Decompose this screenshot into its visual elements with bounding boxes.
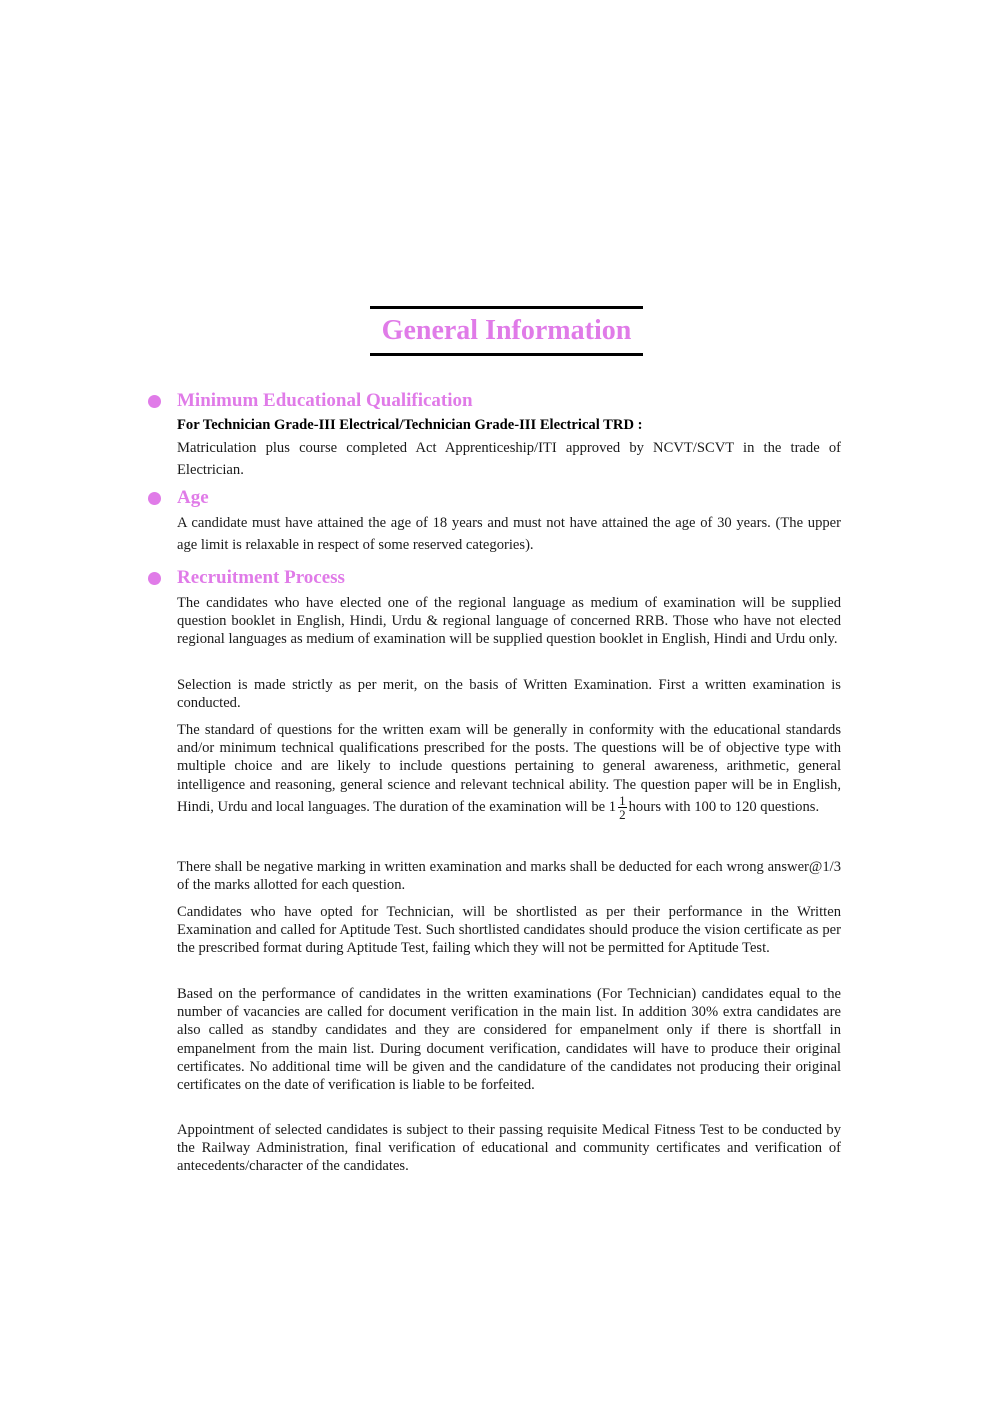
paragraph: A candidate must have attained the age of 18 years and must not have attained the age of 30 years. (The upper age limit is relaxable in respect of some reserved categories).: [177, 515, 841, 553]
paragraph: There shall be negative marking in written examination and marks shall be deducted for each wrong answer@1/3 of the marks allotted for each question.: [177, 859, 841, 894]
section-heading: Recruitment Process: [177, 567, 345, 588]
page-title: General Information: [381, 315, 632, 346]
section-subheading: For Technician Grade-III Electrical/Technician Grade-III Electrical TRD :: [177, 417, 643, 433]
paragraph: Candidates who have opted for Technician, will be shortlisted as per their performance in the Written Examination and called for Aptitude Test. Such shortlisted candidates should produce the vision certificate as per the prescribed format during Aptitude Test, failing which they will not be permitted for Aptitude Test.: [177, 904, 841, 957]
paragraph-text: The standard of questions for the written exam will be generally in conformity with the educational standards and/or minimum technical qualifications prescribed for the posts. The questions will be of objective type with multiple choice and are likely to include questions pertaining to general awareness, arithmetic, general intelligence and reasoning, general science and relevant technical ability. The question paper will be in English, Hindi, Urdu and local languages. The duration of the examination will be 1: [177, 722, 841, 815]
section-heading: Minimum Educational Qualification: [177, 390, 473, 411]
fraction-denominator: 2: [619, 806, 626, 822]
bullet-icon: [148, 492, 161, 505]
paragraph: Selection is made strictly as per merit, on the basis of Written Examination. First a written examination is conducted.: [177, 677, 841, 712]
paragraph: Appointment of selected candidates is subject to their passing requisite Medical Fitness Test to be conducted by the Railway Administration, final verification of educational and community certificates and verification of antecedents/character of the candidates.: [177, 1122, 841, 1175]
bullet-icon: [148, 572, 161, 585]
paragraph-text: hours with 100 to 120 questions.: [628, 798, 820, 815]
section-heading: Age: [177, 487, 209, 508]
bullet-icon: [148, 395, 161, 408]
paragraph: The candidates who have elected one of the regional language as medium of examination will be supplied question booklet in English, Hindi, Urdu & regional language of concerned RRB. Those who have not elected regional languages as medium of examination will be supplied question booklet in English, Hindi and Urdu only.: [177, 595, 841, 648]
fraction: [618, 794, 627, 821]
paragraph: Based on the performance of candidates in the written examinations (For Technician) candidates equal to the number of vacancies are called for document verification in the main list. In addition 30% extra candidates are also called as standby candidates and they are considered for empanelment only if there is shortfall in empanelment from the main list. During document verification, candidates will have to produce their original certificates. No additional time will be given and the candidature of the candidates not producing their original certificates on the date of verification is liable to be forfeited.: [177, 986, 841, 1094]
paragraph: [177, 721, 841, 821]
title-box: [370, 306, 643, 356]
paragraph: Matriculation plus course completed Act Apprenticeship/ITI approved by NCVT/SCVT in the trade of Electrician.: [177, 440, 841, 478]
fraction-numerator: 1: [619, 792, 626, 808]
